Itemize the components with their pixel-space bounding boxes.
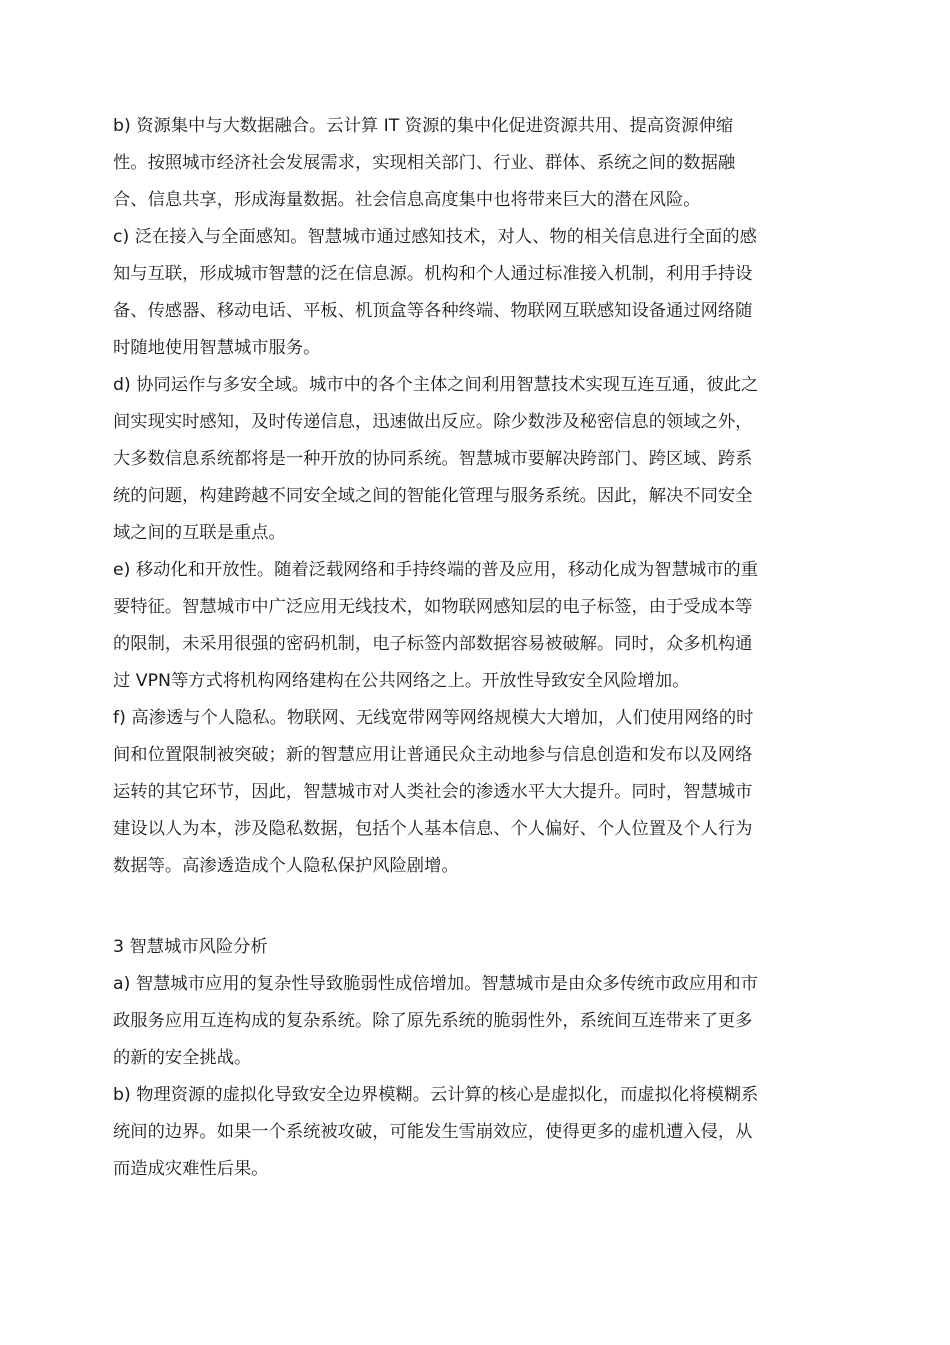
text-line: 政服务应用互连构成的复杂系统。除了原先系统的脆弱性外，系统间互连带来了更多 (113, 1011, 753, 1031)
text-line: 性。按照城市经济社会发展需求，实现相关部门、行业、群体、系统之间的数据融 (113, 153, 736, 173)
text-line: 间实现实时感知，及时传递信息，迅速做出反应。除少数涉及秘密信息的领域之外， (113, 412, 753, 432)
text-line: 知与互联，形成城市智慧的泛在信息源。机构和个人通过标准接入机制，利用手持设 (113, 264, 753, 284)
text-line: 大多数信息系统都将是一种开放的协同系统。智慧城市要解决跨部门、跨区域、跨系 (113, 449, 753, 469)
item-c-ubiquitous-access (113, 219, 788, 367)
text-line: 时随地使用智慧城市服务。 (113, 338, 321, 358)
item-b-resource-concentration (113, 108, 788, 219)
item-b-virtualization (113, 1077, 788, 1188)
text-line: a) 智慧城市应用的复杂性导致脆弱性成倍增加。智慧城市是由众多传统市政应用和市 (113, 974, 758, 994)
text-line: 统间的边界。如果一个系统被攻破，可能发生雪崩效应，使得更多的虚机遭入侵，从 (113, 1122, 753, 1142)
text-line: 而造成灾难性后果。 (113, 1159, 269, 1179)
text-line: 间和位置限制被突破；新的智慧应用让普通民众主动地参与信息创造和发布以及网络 (113, 745, 753, 765)
text-line: b) 物理资源的虚拟化导致安全边界模糊。云计算的核心是虚拟化，而虚拟化将模糊系 (113, 1085, 759, 1105)
text-line: e) 移动化和开放性。随着泛载网络和手持终端的普及应用，移动化成为智慧城市的重 (113, 560, 758, 580)
text-line: c) 泛在接入与全面感知。智慧城市通过感知技术，对人、物的相关信息进行全面的感 (113, 227, 757, 247)
text-line: 备、传感器、移动电话、平板、机顶盒等各种终端、物联网互联感知设备通过网络随 (113, 301, 753, 321)
text-line: 的限制，未采用很强的密码机制，电子标签内部数据容易被破解。同时，众多机构通 (113, 634, 753, 654)
text-line: d) 协同运作与多安全域。城市中的各个主体之间利用智慧技术实现互连互通，彼此之 (113, 375, 759, 395)
text-line: 建设以人为本，涉及隐私数据，包括个人基本信息、个人偏好、个人位置及个人行为 (113, 819, 753, 839)
text-line: 运转的其它环节，因此，智慧城市对人类社会的渗透水平大大提升。同时，智慧城市 (113, 782, 753, 802)
item-d-collaborative-operation (113, 367, 788, 552)
text-line: 域之间的互联是重点。 (113, 523, 286, 543)
item-e-mobility-openness (113, 552, 788, 700)
item-a-complexity (113, 966, 788, 1077)
section-3 (113, 929, 788, 1188)
text-line: f) 高渗透与个人隐私。物联网、无线宽带网等网络规模大大增加，人们使用网络的时 (113, 708, 754, 728)
item-f-privacy (113, 700, 788, 885)
text-line: 数据等。高渗透造成个人隐私保护风险剧增。 (113, 856, 459, 876)
text-line: 的新的安全挑战。 (113, 1048, 252, 1068)
text-line: b) 资源集中与大数据融合。云计算 IT 资源的集中化促进资源共用、提高资源伸缩 (113, 116, 734, 136)
text-line: 要特征。智慧城市中广泛应用无线技术，如物联网感知层的电子标签，由于受成本等 (113, 597, 753, 617)
text-line: 合、信息共享，形成海量数据。社会信息高度集中也将带来巨大的潜在风险。 (113, 190, 701, 210)
text-line: 过 VPN等方式将机构网络建构在公共网络之上。开放性导致安全风险增加。 (113, 671, 690, 691)
section-2-body (113, 108, 788, 885)
text-line: 统的问题，构建跨越不同安全域之间的智能化管理与服务系统。因此，解决不同安全 (113, 486, 753, 506)
section-heading: 3 智慧城市风险分析 (113, 937, 268, 957)
